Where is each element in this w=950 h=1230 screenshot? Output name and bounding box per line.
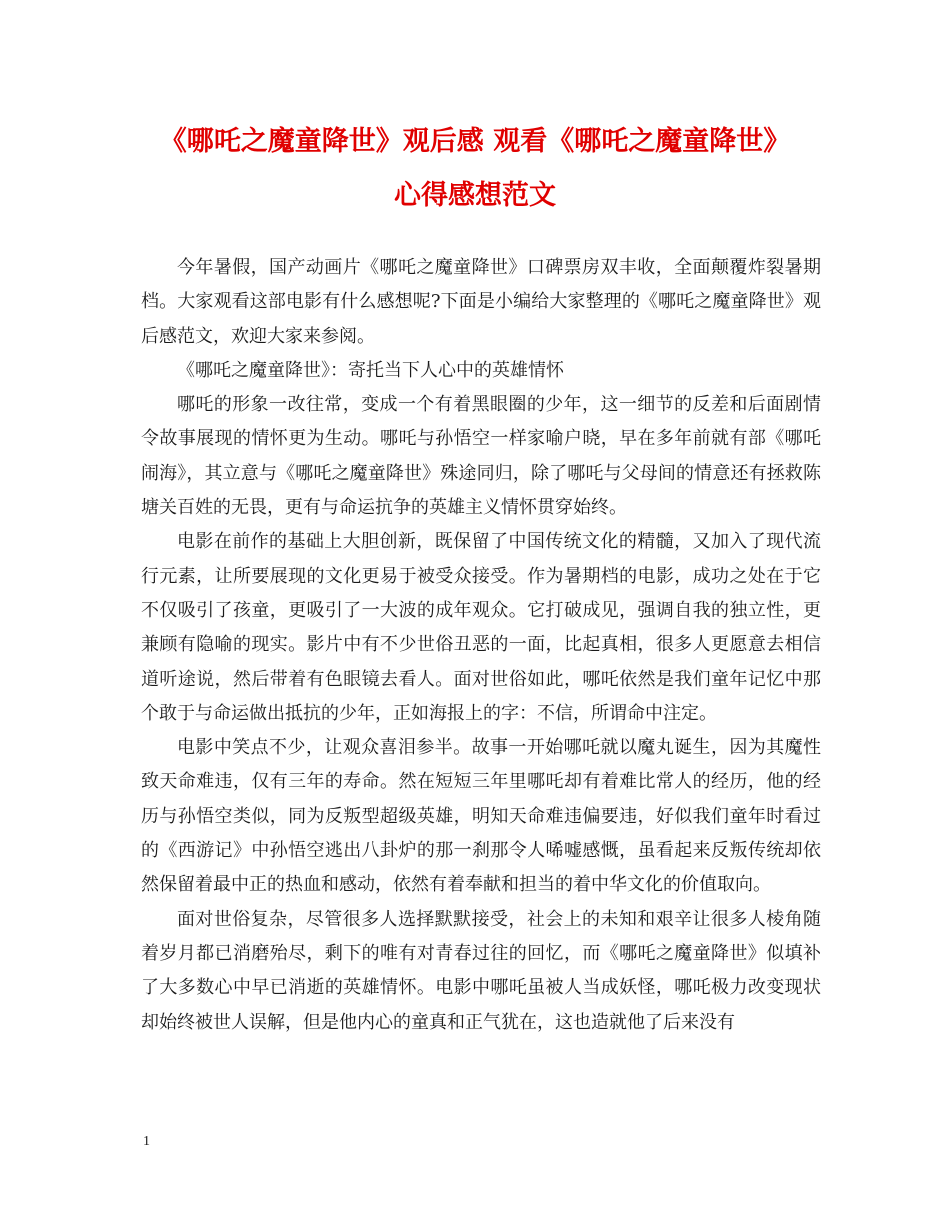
document-body — [141, 251, 821, 1040]
paragraph-intro: 今年暑假，国产动画片《哪吒之魔童降世》口碑票房双丰收，全面颠覆炸裂暑期档。大家观看这部电影有什么感想呢?下面是小编给大家整理的《哪吒之魔童降世》观后感范文，欢迎大家来参阅。 — [141, 257, 821, 347]
document-title-line-2: 心得感想范文 — [394, 180, 556, 211]
paragraph-innovation: 电影在前作的基础上大胆创新，既保留了中国传统文化的精髓，又加入了现代流行元素，让所要展现的文化更易于被受众接受。作为暑期档的电影，成功之处在于它不仅吸引了孩童，更吸引了一大波的成年观众。它打破成见，强调自我的独立性，更兼顾有隐喻的现实。影片中有不少世俗丑恶的一面，比起真相，很多人更愿意去相信道听途说，然后带着有色眼镜去看人。面对世俗如此，哪吒依然是我们童年记忆中那个敢于与命运做出抵抗的少年，正如海报上的字：不信，所谓命中注定。 — [141, 531, 821, 724]
paragraph-subtitle: 《哪吒之魔童降世》：寄托当下人心中的英雄情怀 — [177, 359, 564, 381]
paragraph-humor: 电影中笑点不少，让观众喜泪参半。故事一开始哪吒就以魔丸诞生，因为其魔性致天命难违，仅有三年的寿命。然在短短三年里哪吒却有着难比常人的经历，他的经历与孙悟空类似，同为反叛型超级英雄，明知天命难违偏要违，好似我们童年时看过的《西游记》中孙悟空逃出八卦炉的那一刹那令人唏嘘感慨，虽看起来反叛传统却依然保留着最中正的热血和感动，依然有着奉献和担当的着中华文化的价值取向。 — [141, 737, 821, 896]
paragraph-character: 哪吒的形象一改往常，变成一个有着黑眼圈的少年，这一细节的反差和后面剧情令故事展现的情怀更为生动。哪吒与孙悟空一样家喻户晓，早在多年前就有部《哪吒闹海》，其立意与《哪吒之魔童降世》殊途同归，除了哪吒与父母间的情意还有拯救陈塘关百姓的无畏，更有与命运抗争的英雄主义情怀贯穿始终。 — [141, 394, 821, 519]
page-number: 1 — [143, 1134, 150, 1149]
paragraph-society: 面对世俗复杂，尽管很多人选择默默接受，社会上的未知和艰辛让很多人棱角随着岁月都已消磨殆尽，剩下的唯有对青春过往的回忆，而《哪吒之魔童降世》似填补了大多数心中早已消逝的英雄情怀。电影中哪吒虽被人当成妖怪，哪吒极力改变现状却始终被世人误解，但是他内心的童真和正气犹在，这也造就他了后来没有 — [141, 908, 821, 1033]
document-title-line-1: 《哪吒之魔童降世》观后感 观看《哪吒之魔童降世》 — [159, 126, 791, 157]
